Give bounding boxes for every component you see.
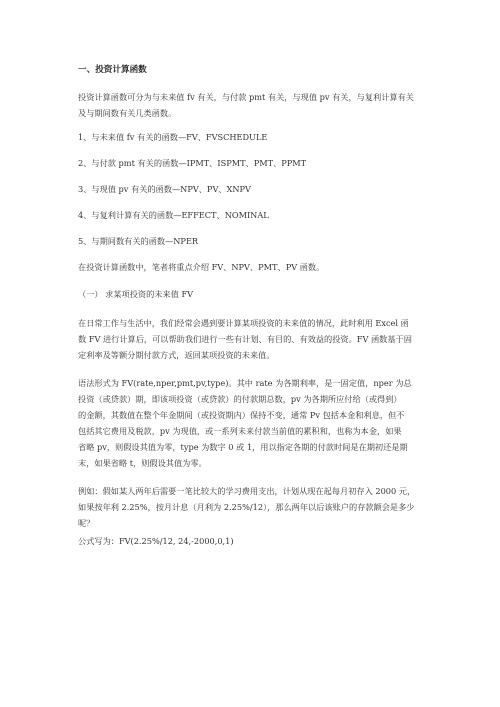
intro-paragraph — [78, 89, 430, 121]
function-list-item — [78, 207, 430, 223]
function-list-item — [78, 129, 430, 145]
section-heading: 一、投资计算函数 — [78, 65, 147, 75]
text-line: 末，如果省略 t，则假设其值为零。 — [78, 458, 207, 468]
text-line: 省略 pv，则假设其值为零，type 为数字 0 或 1，用以指定各期的付款时间是在期初还是期 — [78, 442, 408, 452]
formula-line — [78, 533, 430, 549]
text-line: 4、与复利计算有关的函数—EFFECT、NOMINAL — [78, 210, 269, 220]
text-line: 5、与期间数有关的函数—NPER — [78, 236, 199, 246]
function-list-item — [78, 155, 430, 171]
function-list-item — [78, 233, 430, 249]
summary-paragraph — [78, 259, 430, 275]
function-list-item — [78, 181, 430, 197]
text-line: 2、与付款 pmt 有关的函数—IPMT、ISPMT、PMT、PPMT — [78, 158, 307, 168]
text-line: 语法形式为 FV(rate,nper,pmt,pv,type)。其中 rate 为各期利率，是一固定值，nper 为总 — [78, 378, 412, 388]
paragraph-fv-intro — [78, 315, 430, 363]
text-line: （一） 求某项投资的未来值 FV — [78, 289, 194, 299]
text-line: 的金额，其数值在整个年金期间（或投资期内）保持不变，通常 Pv 包括本金和利息，但不 — [78, 410, 405, 420]
text-line: 公式写为：FV(2.25%/12, 24,-2000,0,1) — [78, 536, 234, 546]
text-line: 投资（或贷款）期，即该项投资（或贷款）的付款期总数，pv 为各期所应付给（或得到） — [78, 394, 402, 404]
text-line: 数 FV 进行计算后，可以帮助我们进行一些有计划、有目的、有效益的投资。FV 函数基于固 — [78, 334, 412, 344]
text-line: 定利率及等额分期付款方式，返回某项投资的未来值。 — [78, 350, 275, 360]
text-line: 及与期间数有关几类函数。 — [78, 108, 177, 118]
text-line: 在日常工作与生活中，我们经常会遇到要计算某项投资的未来值的情况，此时利用 Excel 函 — [78, 318, 409, 328]
text-line: 如果按年利 2.25%，按月计息（月利为 2.25%/12），那么两年以后该账户的存款额会是多少 — [78, 502, 415, 512]
paragraph-fv-syntax — [78, 375, 430, 471]
text-line: 呢？ — [78, 518, 95, 528]
paragraph-example — [78, 483, 430, 531]
text-line: 包括其它费用及税款，pv 为现值，或一系列未来付款当前值的累积和，也称为本金，如果 — [78, 426, 402, 436]
subheading — [78, 286, 430, 302]
text-line: 在投资计算函数中，笔者将重点介绍 FV、NPV、PMT、PV 函数。 — [78, 262, 325, 272]
text-line: 3、与现值 pv 有关的函数—NPV、PV、XNPV — [78, 184, 251, 194]
text-line: 1、与未来值 fv 有关的函数—FV、FVSCHEDULE — [78, 132, 268, 142]
text-line: 投资计算函数可分为与未来值 fv 有关，与付款 pmt 有关，与现值 pv 有关，与复利计算有关 — [78, 92, 414, 102]
text-line: 例如：假如某人两年后需要一笔比较大的学习费用支出，计划从现在起每月初存入 2000 元， — [78, 486, 416, 496]
